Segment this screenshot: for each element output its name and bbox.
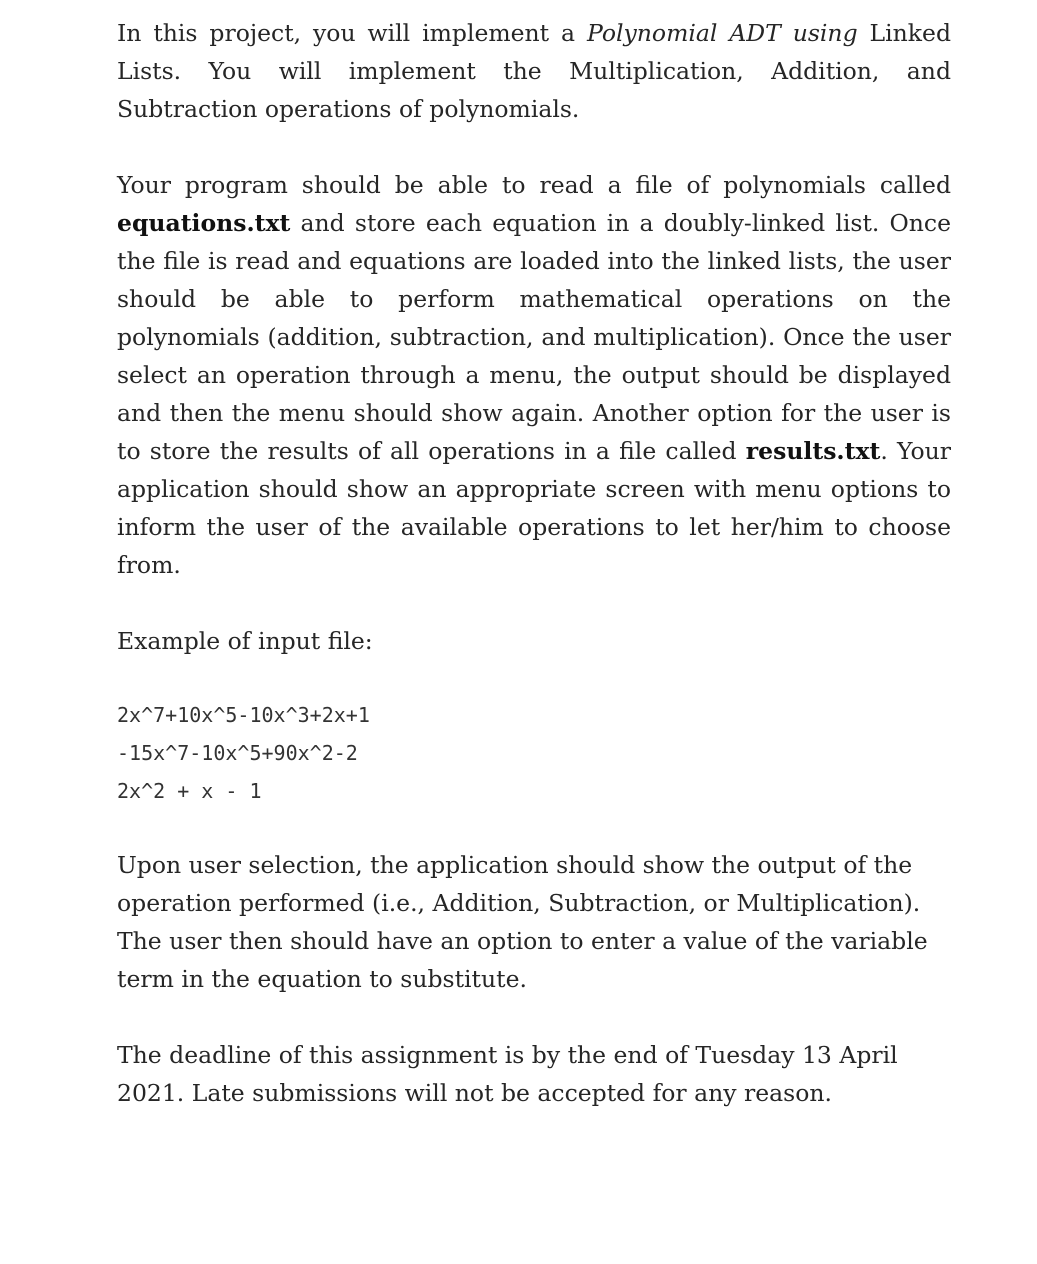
paragraph-spacer (117, 998, 951, 1036)
results-filename: results.txt (745, 437, 881, 465)
paragraph-spacer (117, 660, 951, 696)
paragraph-spacer (117, 584, 951, 622)
output-paragraph: Upon user selection, the application should show the output of the operation performed (i.e., Addition, Subtraction, or Multiplication). The user then should have an option to enter a value of the variable term in the equation to substitute. (117, 851, 928, 993)
equations-filename: equations.txt (117, 209, 291, 237)
example-input-file (117, 696, 951, 810)
requirements-text-3: . Your application should show an appropriate screen with menu options to inform the user of the available operations to let her/him to choose from. (117, 437, 951, 579)
intro-text-start: In this project, you will implement a (117, 19, 587, 47)
intro-emphasis: Polynomial ADT using (586, 19, 858, 47)
example-line-3: 2x^2 + x - 1 (117, 779, 262, 803)
example-heading: Example of input file: (117, 627, 373, 655)
paragraph-spacer (117, 810, 951, 846)
example-line-1: 2x^7+10x^5-10x^3+2x+1 (117, 703, 370, 727)
requirements-text-1: Your program should be able to read a file of polynomials called (117, 171, 951, 199)
deadline-paragraph: The deadline of this assignment is by the end of Tuesday 13 April 2021. Late submissions will not be accepted for any reason. (117, 1041, 898, 1107)
intro-paragraph (117, 14, 951, 128)
requirements-text-2: and store each equation in a doubly-linked list. Once the file is read and equations are loaded into the linked lists, the user should be able to perform mathematical operations on the polynomials (addition, subtraction, and multiplication). Once the user select an operation through a menu, the output should be displayed and then the menu should show again. Another option for the user is to store the results of all operations in a file called (117, 209, 951, 465)
document-page (117, 14, 951, 1112)
paragraph-spacer (117, 128, 951, 166)
requirements-paragraph (117, 166, 951, 584)
intro-text-end: Linked Lists. You will implement the Multiplication, Addition, and Subtraction operations of polynomials. (117, 19, 951, 123)
example-line-2: -15x^7-10x^5+90x^2-2 (117, 741, 358, 765)
